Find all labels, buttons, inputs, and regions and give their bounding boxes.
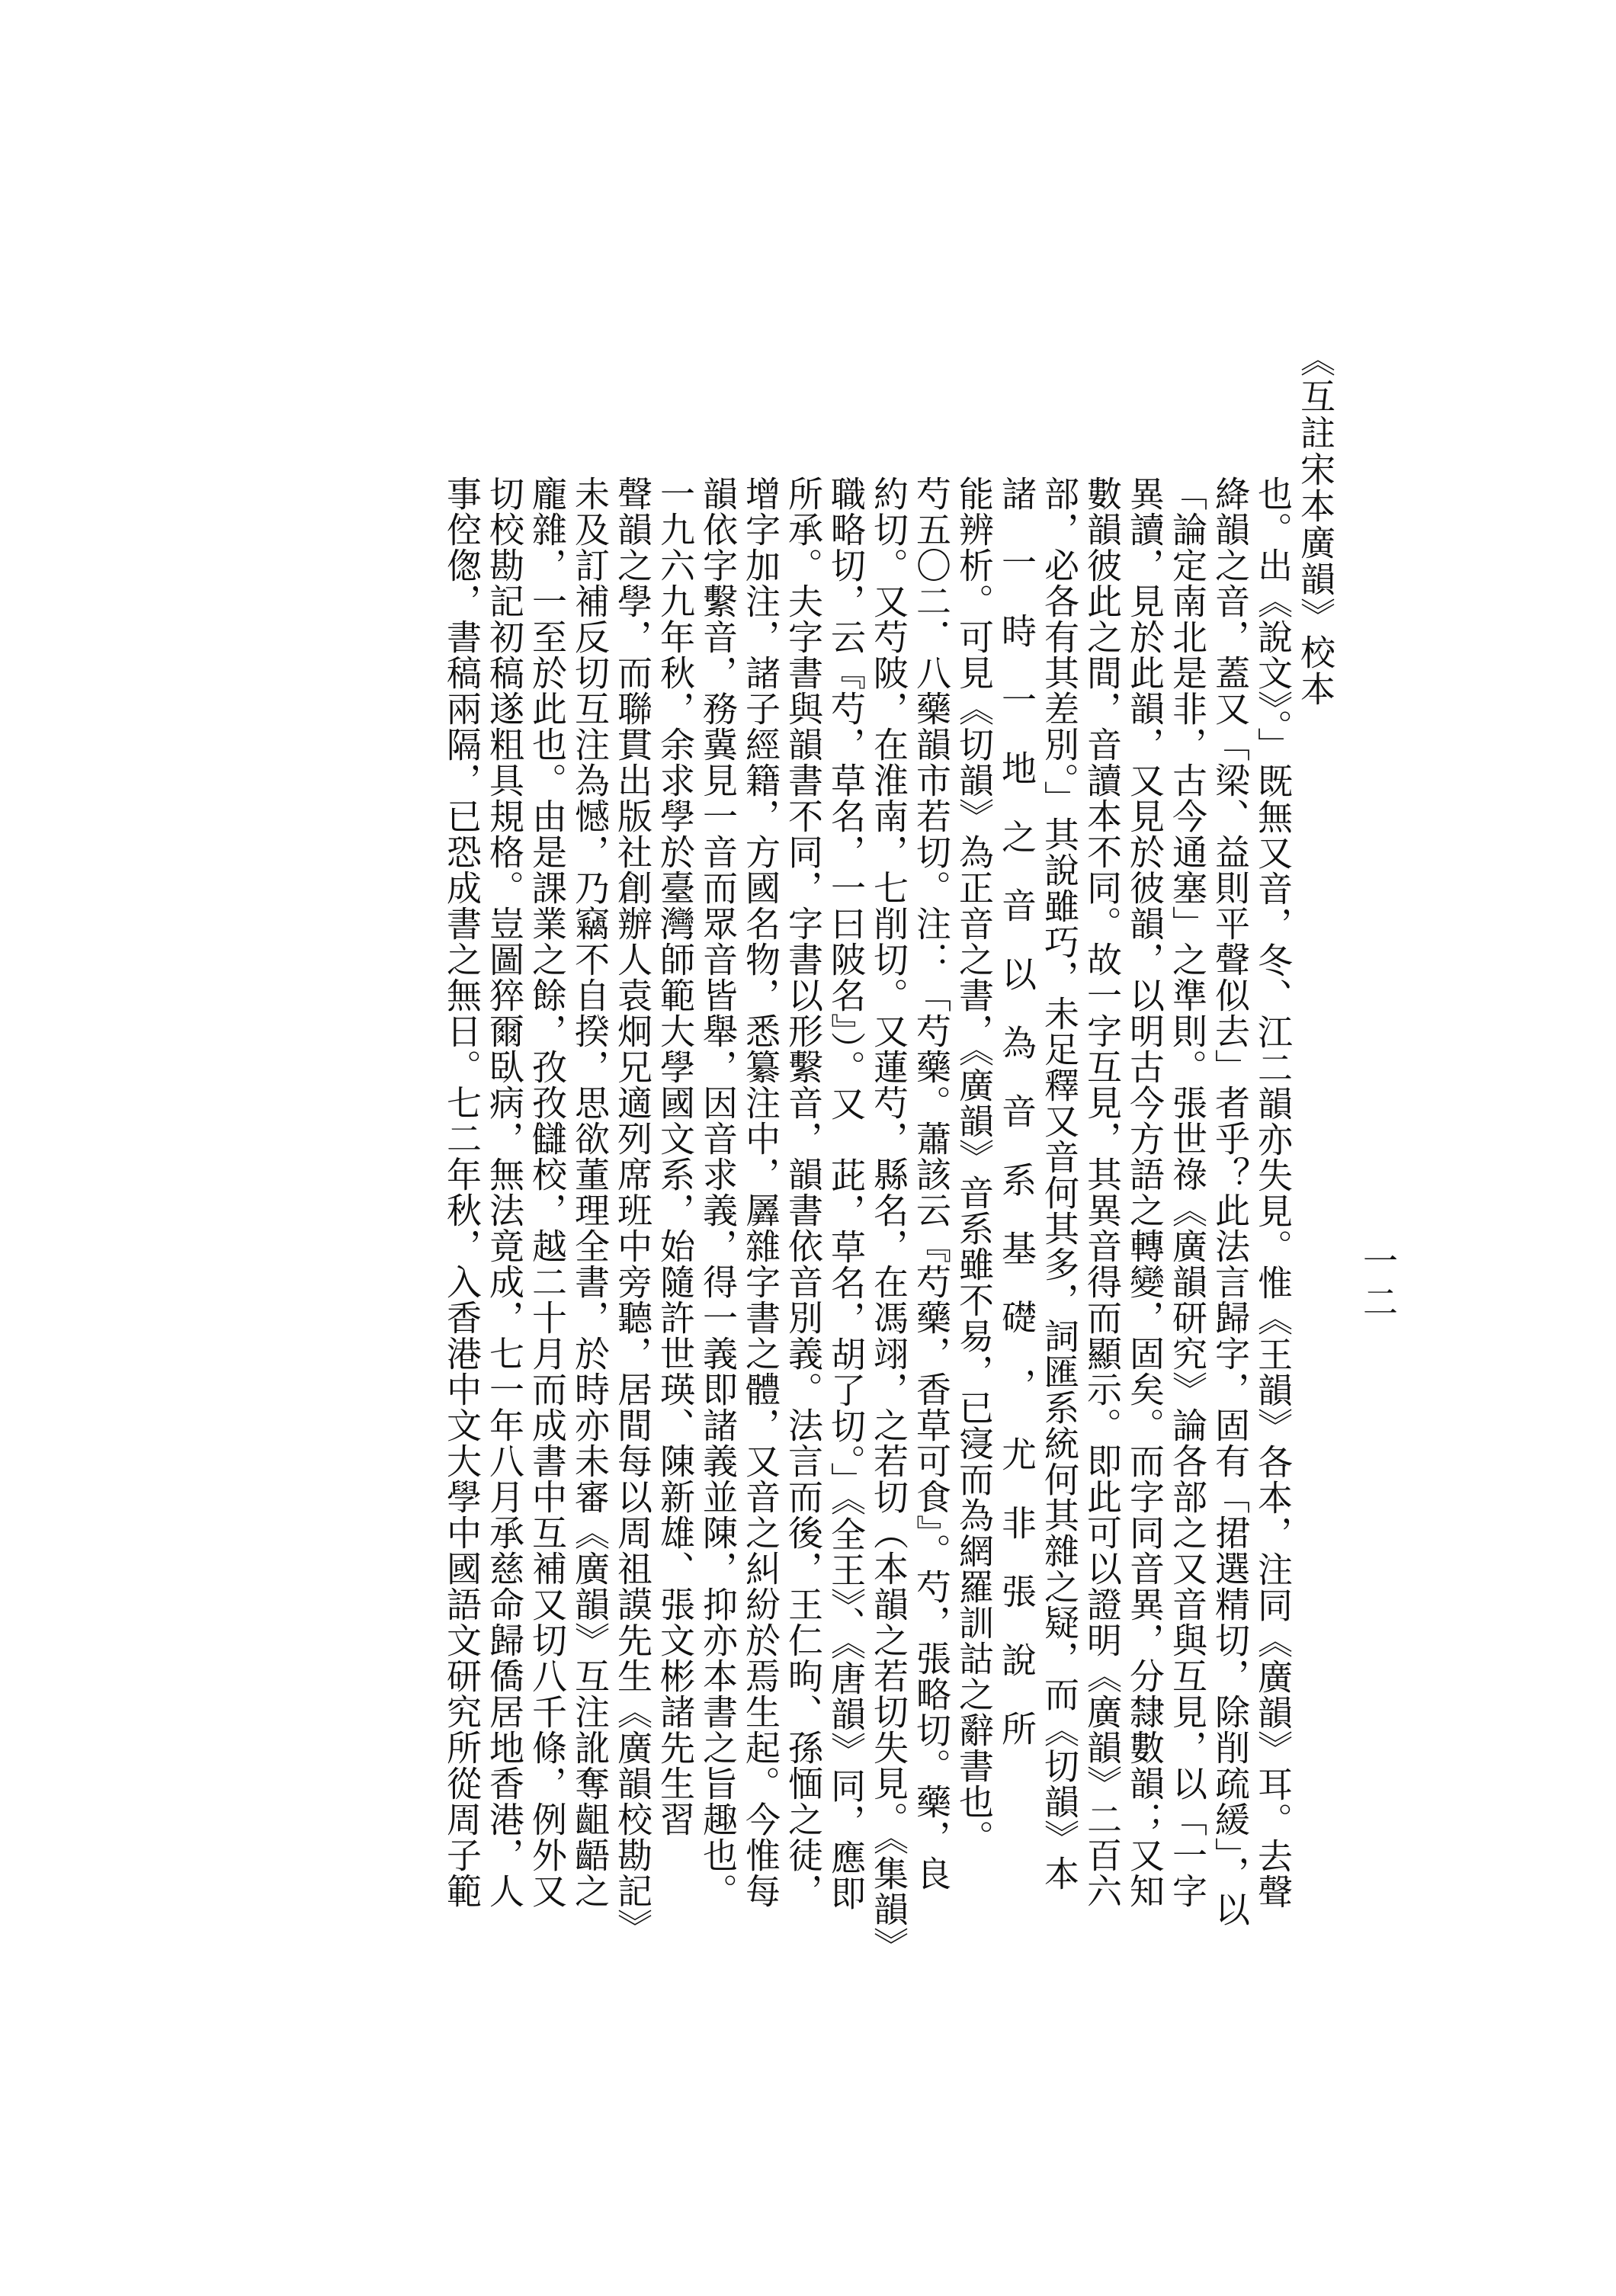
- text-column: 龐雜，一至於此也。由是課業之餘，孜孜讎校，越二十月而成書中互補又切八千條，例外又: [527, 476, 568, 1909]
- page-number: 一二: [1358, 1243, 1399, 1325]
- text-column: 職略切，云『芍，草名，一曰陂名』）。又 茈，草名，胡了切。」《全王》、《唐韻》同，應即: [826, 476, 867, 1911]
- text-column: 事倥偬，書稿兩隔，已恐成書之無日。七二年秋，入香港中文大學中國語文研究所從周子範: [441, 476, 483, 1909]
- text-column: 韻依字繫音，務冀見一音而眾音皆舉，因音求義，得一義即諸義並陳，抑亦本書之旨趣也。: [697, 476, 739, 1909]
- text-column: 未及訂補反切互注為憾，乃竊不自揆，思欲董理全書，於時亦未審《廣韻》互注訛奪齟齬之: [569, 476, 611, 1909]
- text-column: 能辨析。可見《切韻》為正音之書，《廣韻》音系雖不易，已寖而為網羅訓詁之辭書也。: [954, 476, 995, 1855]
- text-column: 也。出《說文》。」既無又音，冬、江二韻亦失見。惟《王韻》各本，注同《廣韻》耳。去聲: [1252, 476, 1294, 1910]
- text-column: 絳韻之音，蓋又「梁、益則平聲似去」者乎？此法言歸字，固有「捃選精切，除削疏緩」，以: [1210, 476, 1251, 1927]
- text-column: 約切。又芍陂，在淮南，七削切。又蓮芍，縣名，在馮翊，之若切（本韻之若切失見。《集韻》: [868, 476, 909, 1963]
- text-column: 所承。夫字書與韻書不同，字書以形繫音，韻書依音別義。法言而後，王仁昫、孫愐之徒，: [783, 476, 824, 1909]
- text-column: 增字加注，諸子經籍，方國名物，悉纂注中，羼雜字書之體，又音之糾紛於焉生起。今惟每: [740, 476, 781, 1909]
- body-text: [281, 476, 1294, 1963]
- text-column: 部，必各有其差別。」其說雖巧，未足釋又音何其多，詞匯系統何其雜之疑，而《切韻》本: [1039, 476, 1080, 1891]
- text-column: 芍五〇二．八藥韻市若切。注：「芍藥。蕭該云『芍藥，香草可食』。芍，張略切。藥，良: [911, 476, 952, 1891]
- text-column: 諸一時一地之音以為音系基礎，尤非張說所: [996, 476, 1037, 1779]
- text-column: 聲韻之學，而聯貫出版社創辦人袁炯兄適列席班中旁聽，居間每以周祖謨先生《廣韻校勘記》: [612, 476, 653, 1945]
- text-column: 一九六九年秋，余求學於臺灣師範大學國文系，始隨許世瑛、陳新雄、張文彬諸先生習: [655, 476, 696, 1837]
- running-title: 《互註宋本廣韻》校本: [1295, 342, 1336, 707]
- text-column: 「論定南北是非，古今通塞」之準則。張世祿《廣韻研究》論各部之又音與互見，以「一字: [1167, 476, 1208, 1909]
- text-column: 切校勘記初稿遂粗具規格。豈圖猝爾臥病，無法竟成，七一年八月承慈命歸僑居地香港，人: [484, 476, 525, 1909]
- text-column: 數韻彼此之間，音讀本不同。故一字互見，其異音得而顯示。即此可以證明《廣韻》二百六: [1082, 476, 1123, 1909]
- text-column: 異讀，見於此韻，又見於彼韻，以明古今方語之轉變，固矣。而字同音異，分隸數韻；又知: [1124, 476, 1166, 1909]
